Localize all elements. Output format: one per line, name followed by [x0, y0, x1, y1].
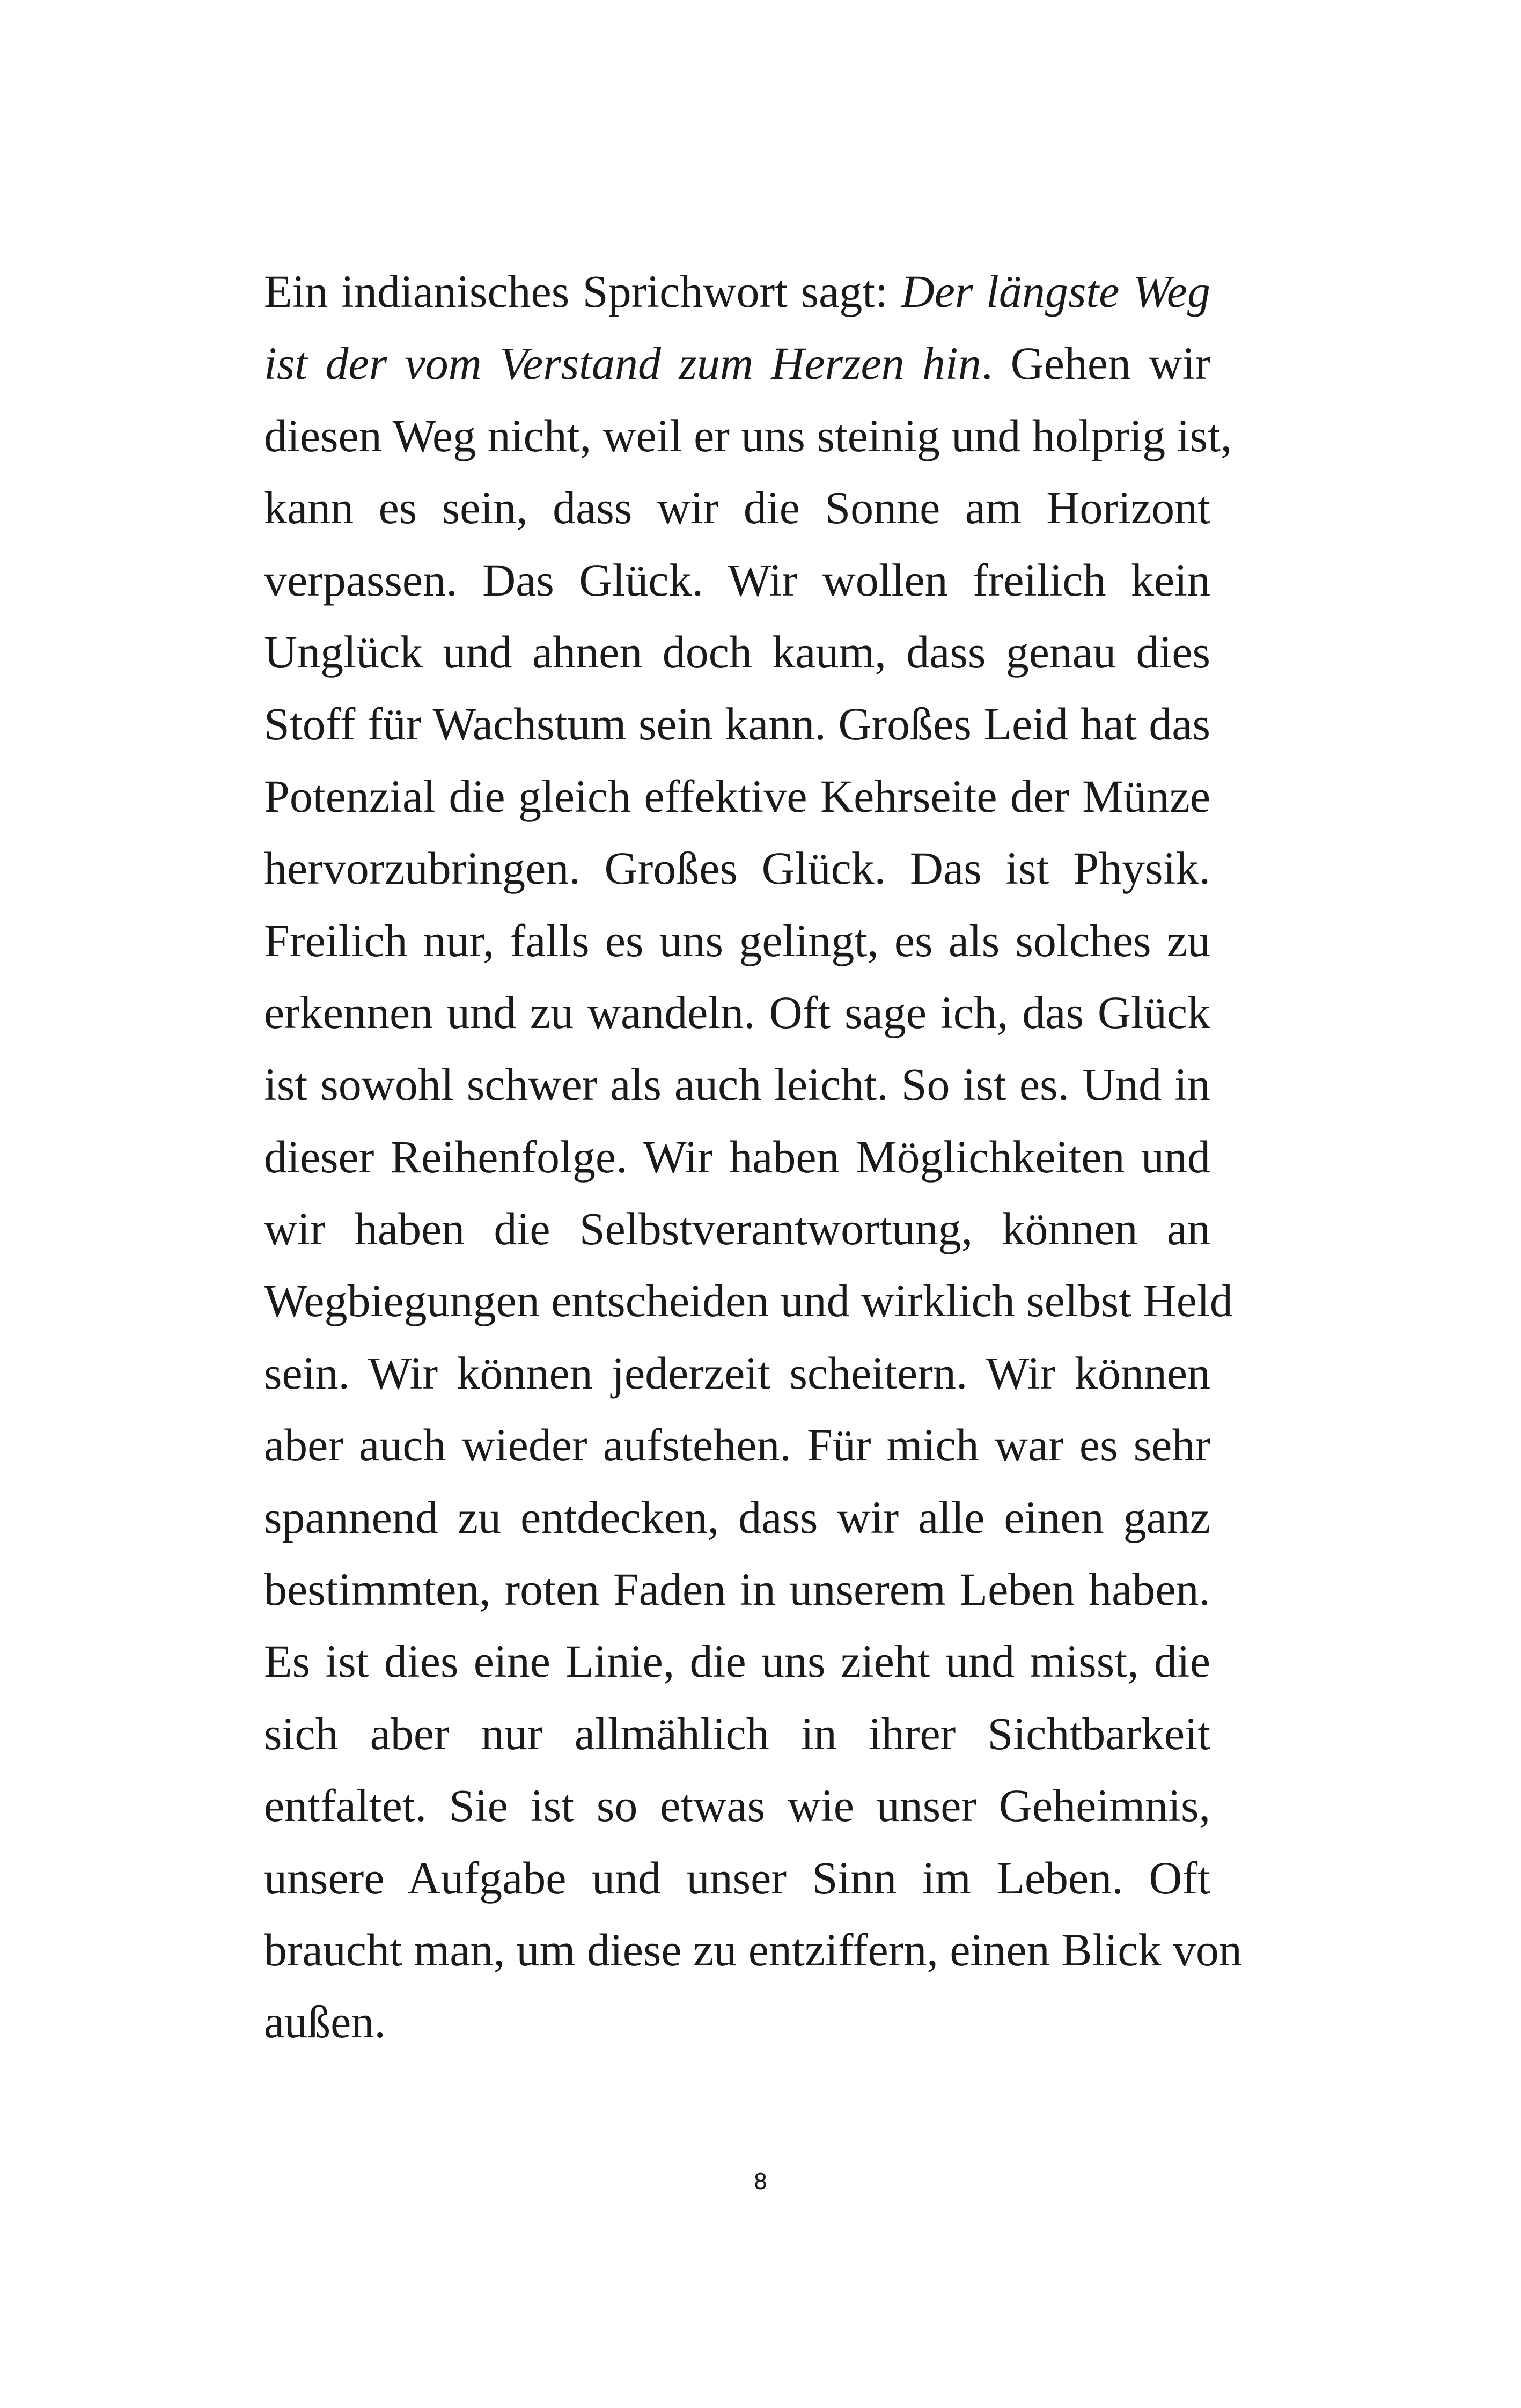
- text-segment: außen.: [264, 1996, 386, 2048]
- text-line: [264, 1698, 1210, 1770]
- text-segment: diesen Weg nicht, weil er uns steinig und holprig ist,: [264, 409, 1232, 461]
- page-number: 8: [754, 2168, 767, 2194]
- text-line: [264, 327, 1210, 399]
- text-segment: spannend zu entdecken, dass wir alle einen ganz: [264, 1491, 1210, 1543]
- text-line: [264, 1121, 1210, 1193]
- text-line: [264, 905, 1210, 977]
- text-segment: sein. Wir können jederzeit scheitern. Wir können: [264, 1347, 1210, 1399]
- text-segment: aber auch wieder aufstehen. Für mich war es sehr: [264, 1419, 1210, 1471]
- text-line: [264, 544, 1210, 616]
- text-line: [264, 1914, 1242, 1986]
- quote-text: Der längste Weg: [901, 266, 1210, 317]
- text-segment: braucht man, um diese zu entziffern, einen Blick von: [264, 1924, 1242, 1976]
- text-segment: Freilich nur, falls es uns gelingt, es als solches zu: [264, 914, 1210, 966]
- text-segment: Potenzial die gleich effektive Kehrseite der Münze: [264, 770, 1210, 822]
- text-segment: ist sowohl schwer als auch leicht. So ist es. Und in: [264, 1059, 1210, 1111]
- text-segment: kann es sein, dass wir die Sonne am Horizont: [264, 482, 1210, 534]
- text-segment: Wegbiegungen entscheiden und wirklich selbst Held: [264, 1275, 1233, 1327]
- text-segment: erkennen und zu wandeln. Oft sage ich, das Glück: [264, 986, 1210, 1038]
- text-line: [264, 977, 1210, 1048]
- text-line: [264, 1986, 1210, 2058]
- text-segment: sich aber nur allmählich in ihrer Sichtbarkeit: [264, 1707, 1210, 1759]
- text-line: [264, 472, 1210, 544]
- text-line: [264, 1265, 1233, 1337]
- text-line: [264, 760, 1210, 832]
- text-segment: Ein indianisches Sprichwort sagt:: [264, 266, 901, 317]
- text-segment: wir haben die Selbstverantwortung, können an: [264, 1203, 1210, 1255]
- text-segment: bestimmten, roten Faden in unserem Leben haben.: [264, 1563, 1210, 1616]
- text-line: [264, 400, 1232, 472]
- text-segment: Stoff für Wachstum sein kann. Großes Leid hat das: [264, 698, 1210, 750]
- text-line: [264, 688, 1210, 760]
- text-line: [264, 1409, 1210, 1481]
- text-segment: dieser Reihenfolge. Wir haben Möglichkeiten und: [264, 1130, 1210, 1183]
- text-segment: unsere Aufgabe und unser Sinn im Leben. Oft: [264, 1852, 1210, 1904]
- text-line: [264, 1770, 1210, 1841]
- text-line: [264, 832, 1210, 904]
- text-segment: hervorzubringen. Großes Glück. Das ist Physik.: [264, 842, 1210, 894]
- text-line: [264, 255, 1210, 327]
- text-line: [264, 1481, 1210, 1553]
- text-segment: . Gehen wir: [981, 337, 1210, 390]
- text-line: [264, 1842, 1210, 1914]
- text-line: [264, 1193, 1210, 1265]
- text-line: [264, 616, 1210, 688]
- text-segment: verpassen. Das Glück. Wir wollen freilich kein: [264, 554, 1210, 606]
- text-line: [264, 1625, 1210, 1697]
- text-line: [264, 1553, 1210, 1625]
- text-segment: Es ist dies eine Linie, die uns zieht und misst, die: [264, 1635, 1210, 1687]
- body-paragraph: [264, 255, 1242, 2058]
- text-segment: entfaltet. Sie ist so etwas wie unser Geheimnis,: [264, 1780, 1210, 1832]
- text-segment: Unglück und ahnen doch kaum, dass genau dies: [264, 626, 1210, 678]
- text-line: [264, 1048, 1210, 1120]
- quote-text: ist der vom Verstand zum Herzen hin: [264, 337, 981, 390]
- text-line: [264, 1337, 1210, 1409]
